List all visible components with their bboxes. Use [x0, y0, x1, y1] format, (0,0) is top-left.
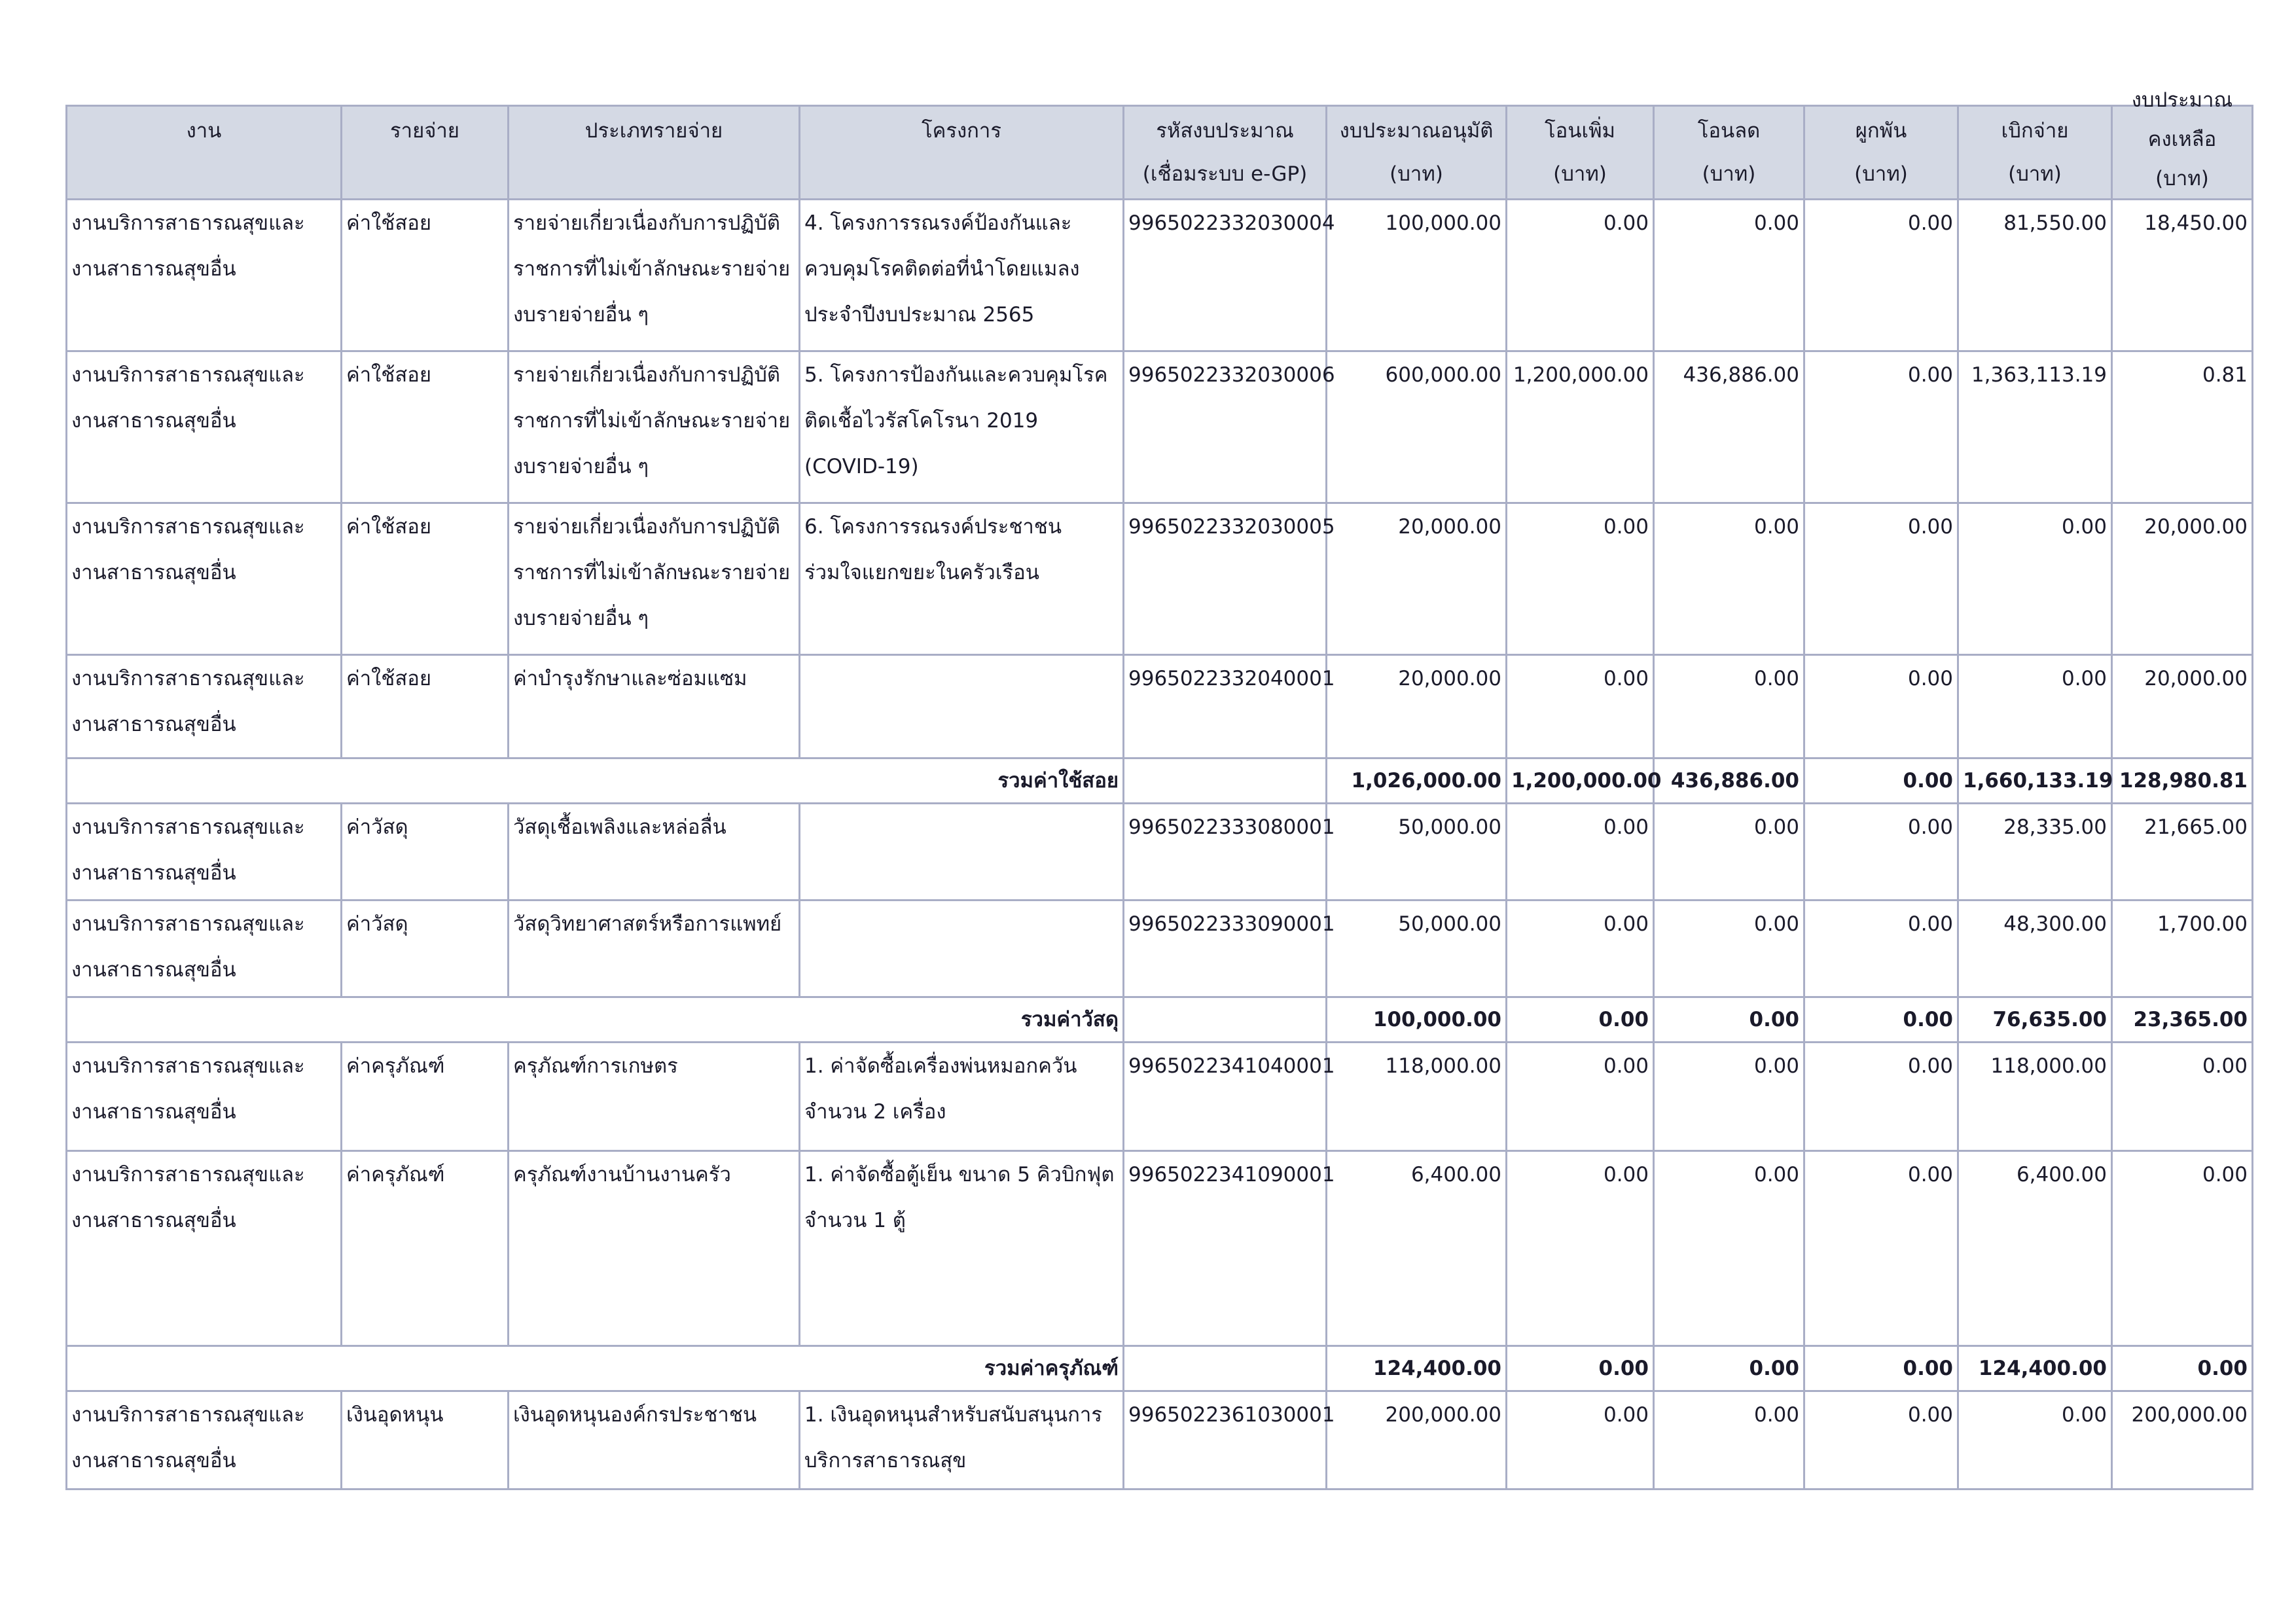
cell-approved: 200,000.00: [1327, 1391, 1507, 1489]
table-row: [67, 655, 2253, 758]
subtotal-committed: 0.00: [1804, 1346, 1958, 1391]
column-header-line: เบิกจ่าย: [2001, 119, 2069, 143]
column-header-committed: [1804, 106, 1958, 200]
cell-remaining: 20,000.00: [2112, 655, 2253, 758]
cell-expense: ค่าใช้สอย: [342, 655, 509, 758]
cell-expense-type: วัสดุวิทยาศาสตร์หรือการแพทย์: [509, 901, 800, 997]
subtotal-remaining: 0.00: [2112, 1346, 2253, 1391]
column-header-text: [70, 109, 338, 196]
subtotal-disbursed: 76,635.00: [1958, 997, 2112, 1043]
column-header-line: โอนเพิ่ม: [1545, 119, 1615, 143]
subtotal-transfer-out: 0.00: [1654, 1346, 1804, 1391]
subtotal-approved: 1,026,000.00: [1327, 758, 1507, 804]
cell-transfer-in: 0.00: [1507, 503, 1654, 655]
table-row: [67, 503, 2253, 655]
cell-disbursed: 81,550.00: [1958, 200, 2112, 351]
cell-transfer-in: 1,200,000.00: [1507, 351, 1654, 503]
cell-remaining: 200,000.00: [2112, 1391, 2253, 1489]
cell-remaining: 21,665.00: [2112, 804, 2253, 901]
cell-disbursed: 0.00: [1958, 655, 2112, 758]
cell-budget-code: 9965022361030001: [1124, 1391, 1327, 1489]
column-header-line: งบประมาณอนุมัติ: [1339, 119, 1494, 143]
budget-report-sheet: [65, 88, 2251, 1490]
subtotal-code-cell: [1124, 997, 1327, 1043]
subtotal-label: รวมค่าใช้สอย: [67, 758, 1124, 804]
cell-expense: ค่าครุภัณฑ์: [342, 1151, 509, 1346]
column-header-line: งบประมาณ: [2131, 88, 2233, 112]
column-header-text: [1808, 109, 1954, 196]
column-header-line: รายจ่าย: [390, 119, 459, 143]
column-header-text: [803, 109, 1120, 196]
table-row: [67, 901, 2253, 997]
table-row: [67, 1151, 2253, 1346]
subtotal-transfer-out: 0.00: [1654, 997, 1804, 1043]
cell-approved: 118,000.00: [1327, 1043, 1507, 1151]
cell-committed: 0.00: [1804, 200, 1958, 351]
cell-committed: 0.00: [1804, 901, 1958, 997]
cell-expense-type: ค่าบำรุงรักษาและซ่อมแซม: [509, 655, 800, 758]
subtotal-transfer-in: 0.00: [1507, 1346, 1654, 1391]
cell-approved: 50,000.00: [1327, 901, 1507, 997]
column-header-line: (บาท): [1553, 162, 1607, 186]
column-header-text: [1510, 109, 1650, 196]
cell-transfer-out: 0.00: [1654, 503, 1804, 655]
subtotal-transfer-in: 0.00: [1507, 997, 1654, 1043]
cell-committed: 0.00: [1804, 1043, 1958, 1151]
cell-project: 4. โครงการรณรงค์ป้องกันและควบคุมโรคติดต่อที่นำโดยแมลงประจำปีงบประมาณ 2565: [800, 200, 1124, 351]
cell-transfer-out: 0.00: [1654, 804, 1804, 901]
cell-transfer-in: 0.00: [1507, 655, 1654, 758]
cell-expense: เงินอุดหนุน: [342, 1391, 509, 1489]
column-header-line: (บาท): [1390, 162, 1443, 186]
cell-expense: ค่าใช้สอย: [342, 503, 509, 655]
column-header-expense: [342, 106, 509, 200]
column-header-line: งาน: [186, 119, 222, 143]
column-header-text: [1330, 109, 1503, 196]
cell-project: 1. ค่าจัดซื้อเครื่องพ่นหมอกควันจำนวน 2 เครื่อง: [800, 1043, 1124, 1151]
cell-committed: 0.00: [1804, 655, 1958, 758]
column-header-text: [1657, 109, 1801, 196]
cell-transfer-in: 0.00: [1507, 901, 1654, 997]
subtotal-row: [67, 758, 2253, 804]
subtotal-remaining: 128,980.81: [2112, 758, 2253, 804]
cell-approved: 600,000.00: [1327, 351, 1507, 503]
cell-project: 1. ค่าจัดซื้อตู้เย็น ขนาด 5 คิวบิกฟุต จำนวน 1 ตู้: [800, 1151, 1124, 1346]
cell-budget-code: 9965022341090001: [1124, 1151, 1327, 1346]
cell-disbursed: 1,363,113.19: [1958, 351, 2112, 503]
cell-expense-type: เงินอุดหนุนองค์กรประชาชน: [509, 1391, 800, 1489]
budget-table: [65, 88, 2253, 1490]
cell-expense-type: รายจ่ายเกี่ยวเนื่องกับการปฏิบัติราชการที่ไม่เข้าลักษณะรายจ่ายงบรายจ่ายอื่น ๆ: [509, 503, 800, 655]
column-header-line: โอนลด: [1697, 119, 1761, 143]
cell-committed: 0.00: [1804, 804, 1958, 901]
column-header-line: ผูกพัน: [1855, 119, 1907, 143]
cell-expense: ค่าใช้สอย: [342, 351, 509, 503]
column-header-transfer-in: [1507, 106, 1654, 200]
column-header-line: (บาท): [2008, 162, 2062, 186]
column-header-line: ประเภทรายจ่าย: [584, 119, 723, 143]
cell-work: งานบริการสาธารณสุขและงานสาธารณสุขอื่น: [67, 351, 342, 503]
cell-transfer-in: 0.00: [1507, 1391, 1654, 1489]
cell-approved: 20,000.00: [1327, 503, 1507, 655]
cell-remaining: 0.00: [2112, 1043, 2253, 1151]
cell-expense: ค่าครุภัณฑ์: [342, 1043, 509, 1151]
cell-remaining: 18,450.00: [2112, 200, 2253, 351]
cell-transfer-in: 0.00: [1507, 804, 1654, 901]
subtotal-disbursed: 1,660,133.19: [1958, 758, 2112, 804]
cell-approved: 100,000.00: [1327, 200, 1507, 351]
cell-budget-code: 9965022332030006: [1124, 351, 1327, 503]
subtotal-remaining: 23,365.00: [2112, 997, 2253, 1043]
cell-disbursed: 0.00: [1958, 1391, 2112, 1489]
table-row: [67, 1391, 2253, 1489]
cell-project: [800, 901, 1124, 997]
cell-expense-type: วัสดุเชื้อเพลิงและหล่อลื่น: [509, 804, 800, 901]
column-header-approved: [1327, 106, 1507, 200]
cell-committed: 0.00: [1804, 503, 1958, 655]
subtotal-committed: 0.00: [1804, 997, 1958, 1043]
cell-project: [800, 655, 1124, 758]
subtotal-label: รวมค่าครุภัณฑ์: [67, 1346, 1124, 1391]
subtotal-row: [67, 997, 2253, 1043]
cell-transfer-out: 0.00: [1654, 655, 1804, 758]
cell-expense-type: ครุภัณฑ์งานบ้านงานครัว: [509, 1151, 800, 1346]
column-header-line: (บาท): [1854, 162, 1908, 186]
column-header-line: (บาท): [2155, 167, 2209, 190]
column-header-transfer-out: [1654, 106, 1804, 200]
cell-work: งานบริการสาธารณสุขและงานสาธารณสุขอื่น: [67, 1151, 342, 1346]
table-header-row: [67, 106, 2253, 200]
cell-committed: 0.00: [1804, 1391, 1958, 1489]
cell-budget-code: 9965022332040001: [1124, 655, 1327, 758]
cell-work: งานบริการสาธารณสุขและงานสาธารณสุขอื่น: [67, 804, 342, 901]
column-header-text: [345, 109, 505, 196]
cell-project: 5. โครงการป้องกันและควบคุมโรคติดเชื้อไวรัสโคโรนา 2019 (COVID-19): [800, 351, 1124, 503]
cell-transfer-out: 0.00: [1654, 1043, 1804, 1151]
subtotal-approved: 124,400.00: [1327, 1346, 1507, 1391]
cell-work: งานบริการสาธารณสุขและงานสาธารณสุขอื่น: [67, 901, 342, 997]
cell-approved: 6,400.00: [1327, 1151, 1507, 1346]
cell-transfer-out: 0.00: [1654, 901, 1804, 997]
cell-expense-type: รายจ่ายเกี่ยวเนื่องกับการปฏิบัติราชการที่ไม่เข้าลักษณะรายจ่ายงบรายจ่ายอื่น ๆ: [509, 200, 800, 351]
cell-expense-type: รายจ่ายเกี่ยวเนื่องกับการปฏิบัติราชการที่ไม่เข้าลักษณะรายจ่ายงบรายจ่ายอื่น ๆ: [509, 351, 800, 503]
column-header-text: [2115, 80, 2249, 196]
cell-work: งานบริการสาธารณสุขและงานสาธารณสุขอื่น: [67, 503, 342, 655]
cell-disbursed: 28,335.00: [1958, 804, 2112, 901]
subtotal-approved: 100,000.00: [1327, 997, 1507, 1043]
column-header-text: [512, 109, 796, 196]
cell-transfer-in: 0.00: [1507, 200, 1654, 351]
cell-budget-code: 9965022333090001: [1124, 901, 1327, 997]
column-header-line: คงเหลือ: [2147, 128, 2217, 151]
column-header-remaining: [2112, 88, 2253, 200]
cell-transfer-out: 436,886.00: [1654, 351, 1804, 503]
cell-transfer-out: 0.00: [1654, 200, 1804, 351]
table-row: [67, 804, 2253, 901]
column-header-line: โครงการ: [921, 119, 1001, 143]
cell-budget-code: 9965022333080001: [1124, 804, 1327, 901]
column-header-line: รหัสงบประมาณ: [1156, 119, 1294, 143]
cell-transfer-in: 0.00: [1507, 1043, 1654, 1151]
column-header-project: [800, 106, 1124, 200]
cell-disbursed: 6,400.00: [1958, 1151, 2112, 1346]
cell-work: งานบริการสาธารณสุขและงานสาธารณสุขอื่น: [67, 655, 342, 758]
table-row: [67, 1043, 2253, 1151]
column-header-line: (เชื่อมระบบ e-GP): [1142, 162, 1308, 186]
cell-work: งานบริการสาธารณสุขและงานสาธารณสุขอื่น: [67, 200, 342, 351]
column-header-budget-code: [1124, 106, 1327, 200]
cell-project: [800, 804, 1124, 901]
cell-budget-code: 9965022332030005: [1124, 503, 1327, 655]
cell-remaining: 1,700.00: [2112, 901, 2253, 997]
subtotal-code-cell: [1124, 1346, 1327, 1391]
cell-disbursed: 48,300.00: [1958, 901, 2112, 997]
column-header-text: [1127, 109, 1323, 196]
cell-project: 6. โครงการรณรงค์ประชาชนร่วมใจแยกขยะในครัวเรือน: [800, 503, 1124, 655]
cell-remaining: 0.00: [2112, 1151, 2253, 1346]
cell-remaining: 20,000.00: [2112, 503, 2253, 655]
cell-expense-type: ครุภัณฑ์การเกษตร: [509, 1043, 800, 1151]
cell-committed: 0.00: [1804, 351, 1958, 503]
cell-work: งานบริการสาธารณสุขและงานสาธารณสุขอื่น: [67, 1391, 342, 1489]
subtotal-code-cell: [1124, 758, 1327, 804]
cell-expense: ค่าใช้สอย: [342, 200, 509, 351]
subtotal-label: รวมค่าวัสดุ: [67, 997, 1124, 1043]
cell-transfer-in: 0.00: [1507, 1151, 1654, 1346]
column-header-text: [1962, 109, 2108, 196]
subtotal-row: [67, 1346, 2253, 1391]
subtotal-transfer-out: 436,886.00: [1654, 758, 1804, 804]
cell-approved: 50,000.00: [1327, 804, 1507, 901]
cell-budget-code: 9965022341040001: [1124, 1043, 1327, 1151]
cell-committed: 0.00: [1804, 1151, 1958, 1346]
cell-budget-code: 9965022332030004: [1124, 200, 1327, 351]
cell-work: งานบริการสาธารณสุขและงานสาธารณสุขอื่น: [67, 1043, 342, 1151]
column-header-disbursed: [1958, 106, 2112, 200]
cell-disbursed: 118,000.00: [1958, 1043, 2112, 1151]
table-row: [67, 200, 2253, 351]
cell-transfer-out: 0.00: [1654, 1151, 1804, 1346]
cell-expense: ค่าวัสดุ: [342, 804, 509, 901]
subtotal-disbursed: 124,400.00: [1958, 1346, 2112, 1391]
cell-remaining: 0.81: [2112, 351, 2253, 503]
table-row: [67, 351, 2253, 503]
subtotal-committed: 0.00: [1804, 758, 1958, 804]
column-header-work: [67, 106, 342, 200]
cell-approved: 20,000.00: [1327, 655, 1507, 758]
subtotal-transfer-in: 1,200,000.00: [1507, 758, 1654, 804]
cell-expense: ค่าวัสดุ: [342, 901, 509, 997]
column-header-expense-type: [509, 106, 800, 200]
cell-transfer-out: 0.00: [1654, 1391, 1804, 1489]
cell-project: 1. เงินอุดหนุนสำหรับสนับสนุนการบริการสาธารณสุข: [800, 1391, 1124, 1489]
column-header-line: (บาท): [1702, 162, 1756, 186]
cell-disbursed: 0.00: [1958, 503, 2112, 655]
table-body: [67, 200, 2253, 1489]
